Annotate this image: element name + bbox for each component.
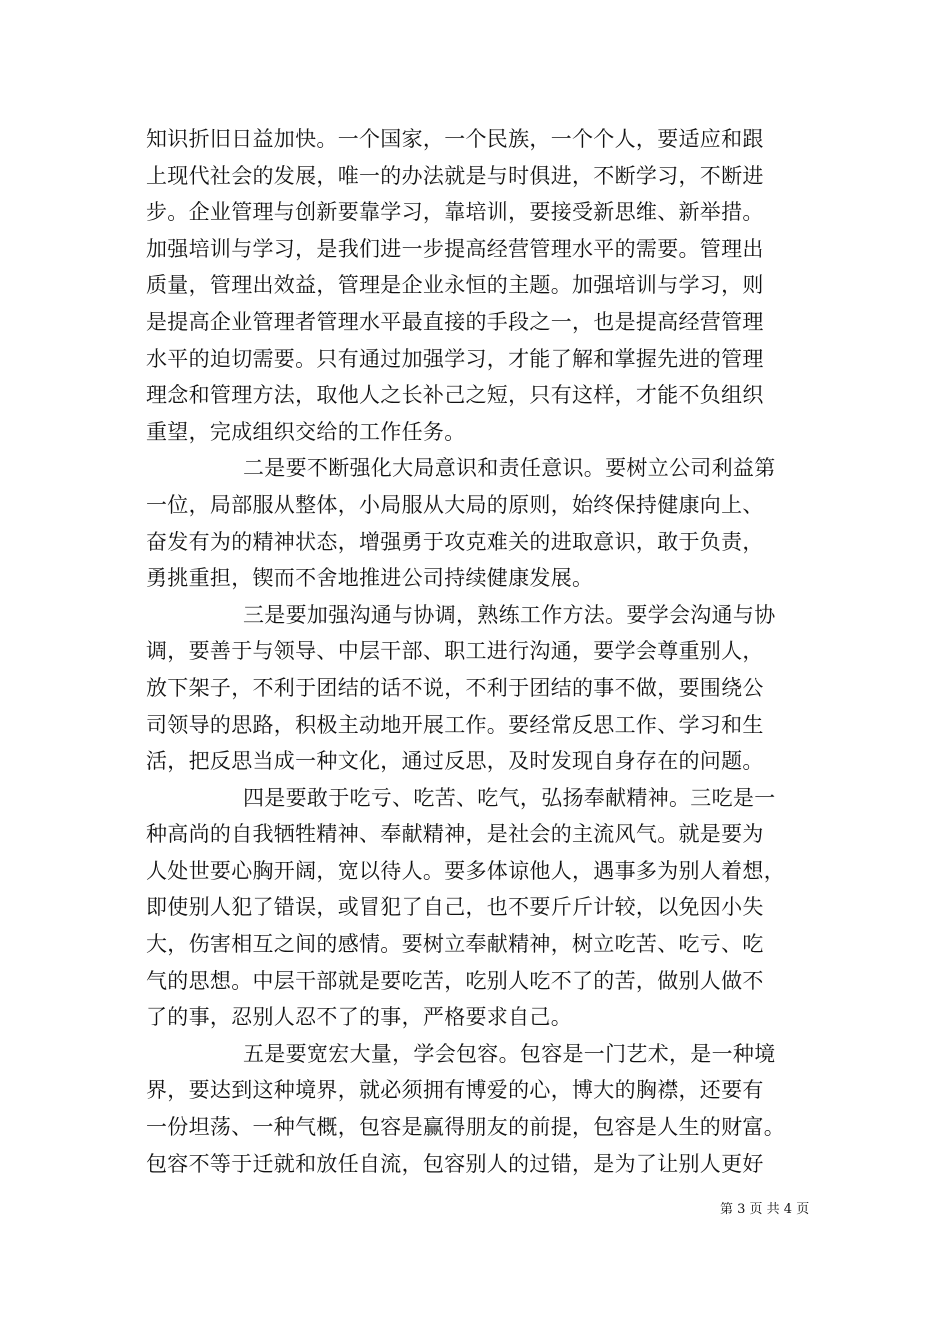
paragraph-start-line: 五是要宽宏大量，学会包容。包容是一门艺术，是一种境 [243, 1041, 776, 1066]
text-line: 奋发有为的精神状态，增强勇于攻克难关的进取意识，敢于负责， [146, 529, 764, 554]
text-line: 勇挑重担，锲而不舍地推进公司持续健康发展。 [146, 566, 594, 591]
text-line: 水平的迫切需要。只有通过加强学习，才能了解和掌握先进的管理 [146, 346, 764, 371]
paragraph-start-line: 二是要不断强化大局意识和责任意识。要树立公司利益第 [243, 456, 776, 481]
text-line: 重望，完成组织交给的工作任务。 [146, 419, 466, 444]
text-line: 大，伤害相互之间的感情。要树立奉献精神，树立吃苦、吃亏、吃 [146, 932, 764, 957]
text-line: 步。企业管理与创新要靠学习，靠培训，要接受新思维、新举措。 [146, 200, 764, 225]
text-line: 即使别人犯了错误，或冒犯了自己，也不要斤斤计较，以免因小失 [146, 895, 764, 920]
text-line: 包容不等于迁就和放任自流，包容别人的过错，是为了让别人更好 [146, 1151, 764, 1176]
text-line: 理念和管理方法，取他人之长补己之短，只有这样，才能不负组织 [146, 383, 764, 408]
text-line: 知识折旧日益加快。一个国家，一个民族，一个个人，要适应和跟 [146, 127, 764, 151]
text-line: 司领导的思路，积极主动地开展工作。要经常反思工作、学习和生 [146, 712, 764, 737]
text-line: 是提高企业管理者管理水平最直接的手段之一，也是提高经营管理 [146, 309, 764, 334]
text-line: 种高尚的自我牺牲精神、奉献精神，是社会的主流风气。就是要为 [146, 822, 764, 847]
page-number-footer: 第 3 页 共 4 页 [720, 1202, 810, 1217]
text-line: 一位，局部服从整体，小局服从大局的原则，始终保持健康向上、 [146, 492, 764, 517]
text-line: 气的思想。中层干部就是要吃苦，吃别人吃不了的苦，做别人做不 [146, 968, 764, 993]
text-line: 活，把反思当成一种文化，通过反思，及时发现自身存在的问题。 [146, 749, 764, 774]
text-line: 界，要达到这种境界，就必须拥有博爱的心，博大的胸襟，还要有 [146, 1078, 764, 1103]
text-line: 放下架子，不利于团结的话不说，不利于团结的事不做，要围绕公 [146, 675, 764, 700]
text-line: 了的事，忍别人忍不了的事，严格要求自己。 [146, 1005, 572, 1030]
text-line: 上现代社会的发展，唯一的办法就是与时俱进，不断学习，不断进 [146, 163, 764, 188]
paragraph-start-line: 四是要敢于吃亏、吃苦、吃气，弘扬奉献精神。三吃是一 [243, 785, 776, 810]
text-line: 加强培训与学习，是我们进一步提高经营管理水平的需要。管理出 [146, 236, 764, 261]
text-line: 人处世要心胸开阔，宽以待人。要多体谅他人，遇事多为别人着想， [146, 858, 785, 883]
text-line: 一份坦荡、一种气概，包容是赢得朋友的前提，包容是人生的财富。 [146, 1115, 785, 1140]
paragraph-start-line: 三是要加强沟通与协调，熟练工作方法。要学会沟通与协 [243, 602, 776, 627]
text-line: 调，要善于与领导、中层干部、职工进行沟通，要学会尊重别人， [146, 639, 764, 664]
text-line: 质量，管理出效益，管理是企业永恒的主题。加强培训与学习，则 [146, 273, 764, 298]
body-text [146, 121, 811, 1182]
